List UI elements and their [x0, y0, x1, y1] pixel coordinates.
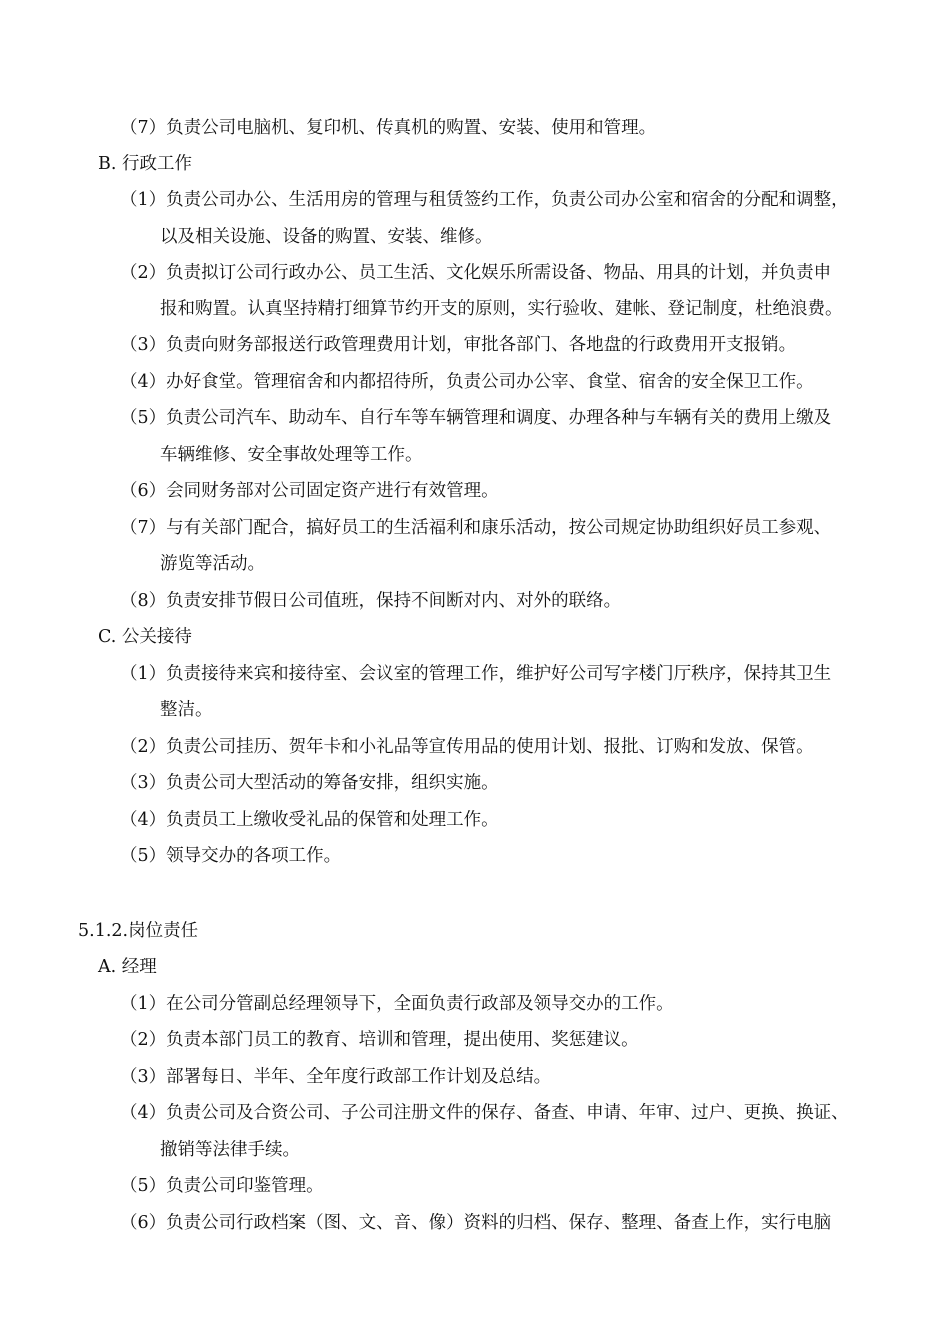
text-line: （2）负责本部门员工的教育、培训和管理，提出使用、奖惩建议。	[120, 1030, 639, 1050]
text-line: 游览等活动。	[160, 554, 265, 574]
text-line: （4）办好食堂。管理宿舍和内都招待所，负责公司办公宰、食堂、宿舍的安全保卫工作。	[120, 372, 814, 392]
text-line: 以及相关设施、设备的购置、安装、维修。	[160, 227, 493, 247]
text-line: （3）负责公司大型活动的筹备安排，组织实施。	[120, 773, 499, 793]
text-line: 报和购置。认真坚持精打细算节约开支的原则，实行验收、建帐、登记制度，杜绝浪费。	[160, 299, 843, 319]
text-line: （5）负责公司印鉴管理。	[120, 1176, 324, 1196]
subsection-heading: 5.1.2.岗位责任	[78, 921, 199, 941]
text-line: （7）与有关部门配合，搞好员工的生活福利和康乐活动，按公司规定协助组织好员工参观、	[120, 518, 832, 538]
text-line: （2）负责拟订公司行政办公、员工生活、文化娱乐所需设备、物品、用具的计划，并负责申	[120, 263, 832, 283]
text-line: （7）负责公司电脑机、复印机、传真机的购置、安装、使用和管理。	[120, 118, 657, 138]
text-line: 车辆维修、安全事故处理等工作。	[160, 445, 423, 465]
text-line: （3）负责向财务部报送行政管理费用计划，审批各部门、各地盘的行政费用开支报销。	[120, 335, 797, 355]
text-line: （4）负责公司及合资公司、子公司注册文件的保存、备查、申请、年审、过户、更换、换证、	[120, 1103, 849, 1123]
text-line: 整洁。	[160, 700, 213, 720]
text-line: 撤销等法律手续。	[160, 1140, 300, 1160]
text-line: （1）在公司分管副总经理领导下，全面负责行政部及领导交办的工作。	[120, 994, 674, 1014]
text-line: （4）负责员工上缴收受礼品的保管和处理工作。	[120, 810, 499, 830]
text-line: （1）负责接待来宾和接待室、会议室的管理工作，维护好公司写字楼门厅秩序，保持其卫生	[120, 664, 832, 684]
text-line: （2）负责公司挂历、贺年卡和小礼品等宣传用品的使用计划、报批、订购和发放、保管。	[120, 737, 814, 757]
text-line: （6）负责公司行政档案（图、文、音、像）资料的归档、保存、整理、备查上作，实行电脑	[120, 1213, 832, 1233]
section-heading: A. 经理	[98, 957, 157, 977]
text-line: （8）负责安排节假日公司值班，保持不间断对内、对外的联络。	[120, 591, 622, 611]
section-heading: C. 公关接待	[98, 627, 192, 647]
text-line: （5）负责公司汽车、助动车、自行车等车辆管理和调度、办理各种与车辆有关的费用上缴及	[120, 408, 832, 428]
text-line: （1）负责公司办公、生活用房的管理与租赁签约工作，负责公司办公室和宿舍的分配和调整，	[120, 190, 849, 210]
section-heading: B. 行政工作	[98, 154, 192, 174]
text-line: （5）领导交办的各项工作。	[120, 846, 342, 866]
text-line: （3）部署每日、半年、全年度行政部工作计划及总结。	[120, 1067, 552, 1087]
text-line: （6）会同财务部对公司固定资产进行有效管理。	[120, 481, 499, 501]
